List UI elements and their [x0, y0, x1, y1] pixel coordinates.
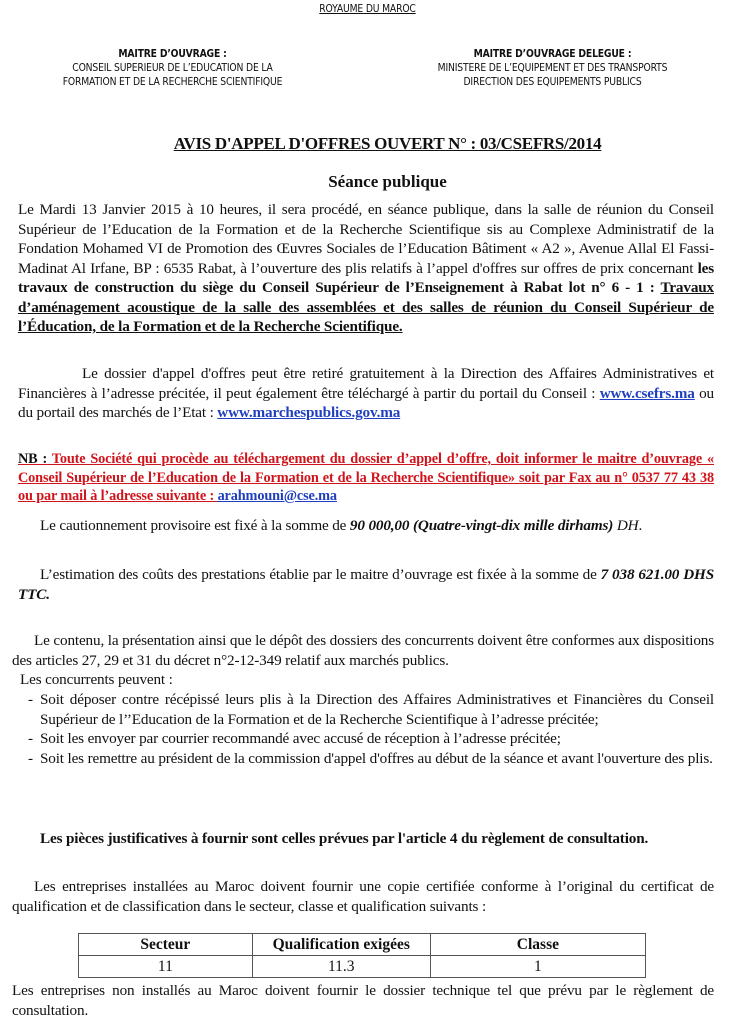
pieces-paragraph: Les pièces justificatives à fournir sont celles prévues par l'article 4 du règlement de consultation. — [40, 830, 649, 847]
column-header-qualification: Qualification exigées — [252, 934, 430, 956]
list-item — [28, 729, 714, 749]
project-owner-line1: CONSEIL SUPERIEUR DE L’EDUCATION DE LA — [72, 62, 273, 74]
entreprises-maroc-paragraph: Les entreprises installées au Maroc doivent fournir une copie certifiée conforme à l’original du certificat de qualification et de classification dans le secteur, classe et qualification suivants : — [12, 878, 714, 915]
table-header-row — [79, 934, 646, 956]
cell-classe: 1 — [430, 956, 645, 978]
cell-qualification: 11.3 — [252, 956, 430, 978]
project-owner-line2: FORMATION ET DE LA RECHERCHE SCIENTIFIQUE — [62, 76, 283, 88]
dash-bullet-icon: - — [28, 730, 33, 747]
column-header-secteur: Secteur — [79, 934, 253, 956]
kingdom-heading: ROYAUME DU MAROC — [319, 3, 416, 15]
caution-amount: 90 000,00 (Quatre-vingt-dix mille dirhams) — [349, 517, 614, 534]
dossier-text2: ou du portail des marchés de l’Etat : — [18, 384, 714, 421]
project-owner-block — [0, 47, 345, 89]
list-item — [28, 749, 714, 769]
list-item — [28, 690, 714, 729]
table-row — [79, 956, 646, 978]
caution-end: . — [638, 517, 643, 534]
csefrs-link[interactable]: www.csefrs.ma — [599, 384, 695, 402]
caution-paragraph — [18, 516, 714, 536]
option-text: Soit les envoyer par courrier recommandé avec accusé de réception à l’adresse précitée; — [40, 730, 561, 747]
delegated-owner-line1: MINISTERE DE L’EQUIPEMENT ET DES TRANSPORTS — [437, 62, 668, 74]
cell-secteur: 11 — [79, 956, 253, 978]
nb-label: NB : — [18, 451, 48, 467]
project-owner-title: MAITRE D’OUVRAGE : — [118, 48, 227, 60]
column-header-classe: Classe — [430, 934, 645, 956]
delegated-owner-title: MAITRE D’OUVRAGE DELEGUE : — [473, 48, 632, 60]
marches-publics-link[interactable]: www.marchespublics.gov.ma — [217, 404, 401, 421]
entreprises-etranger-paragraph: Les entreprises non installés au Maroc doivent fournir le dossier technique tel que prévu par le règlement de consultation. — [12, 982, 714, 1019]
estimation-text: L’estimation des coûts des prestations établie par le maitre d’ouvrage est fixée à la somme de — [40, 566, 601, 583]
concurrents-options-list — [28, 690, 714, 768]
estimation-paragraph — [18, 565, 714, 604]
dossier-text1: Le dossier d'appel d'offres peut être retiré gratuitement à la Direction des Affaires Administratives et Financières à l’adresse précitée, il peut également être téléchargé à partir du portail du Conseil : — [18, 365, 714, 402]
qualification-table — [78, 933, 646, 978]
dossier-paragraph — [18, 364, 714, 423]
notice-subtitle: Séance publique — [328, 172, 447, 191]
intro-text: Le Mardi 13 Janvier 2015 à 10 heures, il sera procédé, en séance publique, dans la salle de réunion du Conseil Supérieur de l’Education de la Formation et de la Recherche Scientifique sis au Complexe Administratif de la Fondation Mohamed VI de Promotion des Œuvres Sociales de l’Education Bâtiment « A2 », Avenue Allal El Fassi-Madinat Al Irfane, BP : 6535 Rabat, à l’ouverture des plis relatifs à l’appel d'offres sur offres de prix concernant — [18, 201, 714, 277]
dash-bullet-icon: - — [28, 691, 33, 708]
intro-bold-text: les travaux de construction du siège du Conseil Supérieur de l’Enseignement à Rabat lot n° 6 - 1 : — [18, 259, 714, 296]
estimation-amount: 7 038 621.00 DHS TTC. — [18, 566, 714, 603]
nb-notice — [18, 450, 714, 506]
intro-paragraph — [18, 200, 714, 337]
caution-currency: DH — [616, 517, 639, 534]
nb-text: Toute Société qui procède au téléchargement du dossier d’appel d’offre, doit informer le maitre d’ouvrage « Conseil Supérieur de l’Education de la Formation et de la Recherche Scientifique» soit par Fax au n° 0537 77 43 38 ou par mail à l’adresse suivante : — [18, 451, 714, 504]
dash-bullet-icon: - — [28, 749, 33, 767]
option-text: Soit déposer contre récépissé leurs plis à la Direction des Affaires Administratives et Financières du Conseil Supérieur de l’’Education de la Formation et de la Recherche Scientifique à l’adresse précitée; — [40, 691, 714, 728]
contenu-paragraph: Le contenu, la présentation ainsi que le dépôt des dossiers des concurrents doivent être conformes aux dispositions des articles 27, 29 et 31 du décret n°2-12-349 relatif aux marchés publics. — [12, 632, 714, 669]
delegated-owner-line2: DIRECTION DES EQUIPEMENTS PUBLICS — [463, 76, 642, 88]
caution-text: Le cautionnement provisoire est fixé à la somme de — [40, 517, 350, 534]
delegated-owner-block — [370, 47, 735, 89]
option-text: Soit les remettre au président de la commission d'appel d'offres au début de la séance et avant l'ouverture des plis. — [40, 749, 713, 767]
contact-email-link[interactable]: arahmouni@cse.ma — [217, 488, 337, 504]
notice-title: AVIS D'APPEL D'OFFRES OUVERT N° : 03/CSEFRS/2014 — [173, 134, 602, 153]
concurrents-intro: Les concurrents peuvent : — [20, 671, 173, 688]
intro-lot-description: Travaux d’aménagement acoustique de la salle des assemblées et des salles de réunion du Conseil Supérieur de l’Éducation, de la Formation et de la Recherche Scientifique. — [18, 279, 714, 335]
